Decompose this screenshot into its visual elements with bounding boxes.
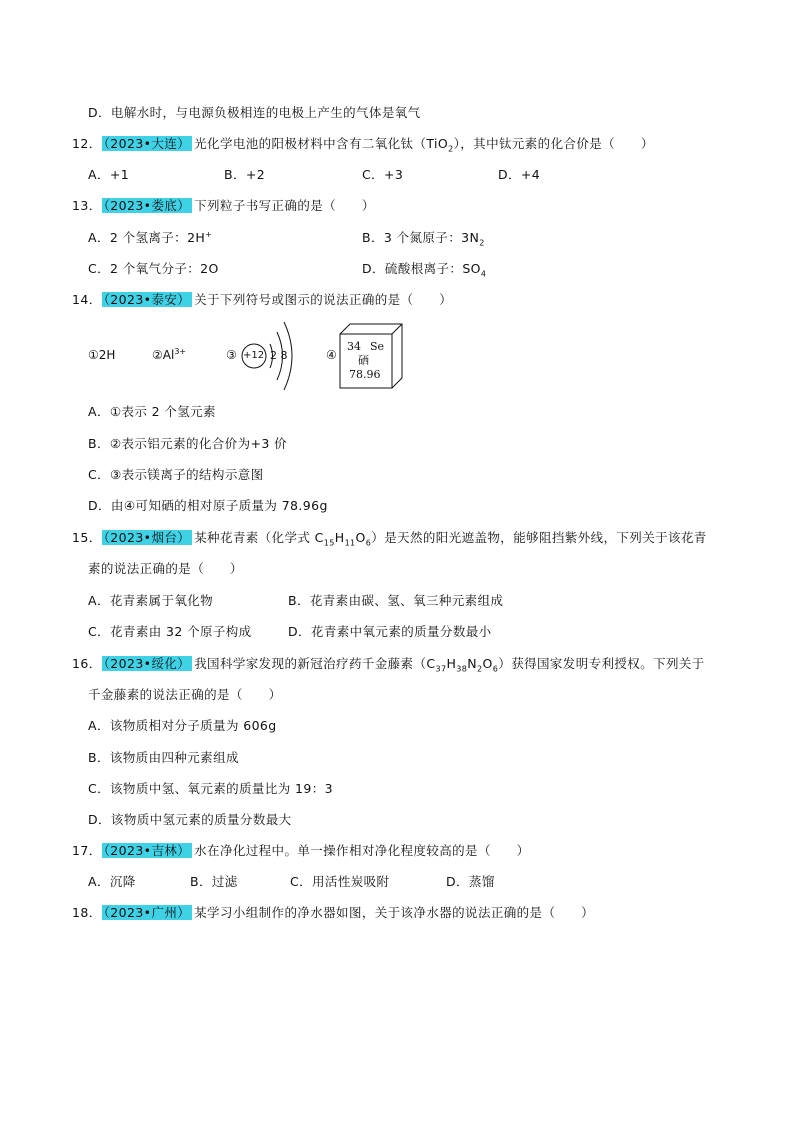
stem-text: 某学习小组制作的净水器如图，关于该净水器的说法正确的是（ ） — [194, 905, 595, 920]
question-15-stem-continued: 素的说法正确的是（ ） — [88, 561, 243, 576]
q15-option-d: D．花青素中氧元素的质量分数最小 — [288, 624, 492, 639]
q16-option-c: C．该物质中氢、氧元素的质量比为 19：3 — [88, 781, 333, 796]
figure-1-label: ①2H — [88, 348, 116, 362]
q11-option-d: D．电解水时，与电源负极相连的电极上产生的气体是氧气 — [88, 105, 421, 120]
figure-3-label: ③ — [226, 348, 237, 362]
source-tag: （2023•娄底） — [103, 198, 191, 213]
q17-option-d: D．蒸馏 — [446, 874, 495, 889]
question-number: 13． — [72, 198, 102, 213]
q14-option-c: C．③表示镁离子的结构示意图 — [88, 467, 264, 482]
q14-option-b: B．②表示铝元素的化合价为+3 价 — [88, 436, 287, 451]
question-number: 18． — [72, 905, 102, 920]
source-tag: （2023•烟台） — [103, 530, 191, 545]
question-number: 15． — [72, 530, 102, 545]
stem-text: 某种花青素（化学式 C — [194, 530, 324, 545]
question-number: 12． — [72, 136, 102, 151]
question-16-stem — [72, 656, 705, 672]
q15-option-a: A．花青素属于氧化物 — [88, 593, 214, 608]
q17-option-b: B．过滤 — [190, 874, 238, 889]
q13-option-c: C．2 个氧气分子：2O — [88, 261, 219, 276]
stem-text: 关于下列符号或图示的说法正确的是（ ） — [194, 292, 453, 307]
figure-2-text: ②Al — [152, 348, 175, 362]
q15-option-b: B．花青素由碳、氢、氧三种元素组成 — [288, 593, 504, 608]
question-16-stem-continued: 千金藤素的说法正确的是（ ） — [88, 687, 282, 702]
element-name: 硒 — [358, 354, 369, 367]
figure-2-label — [152, 348, 186, 362]
formula-element: O — [482, 656, 493, 671]
source-tag: （2023•绥化） — [103, 656, 191, 671]
question-number: 16． — [72, 656, 102, 671]
subscript: 6 — [492, 664, 499, 674]
element-symbol: Se — [370, 340, 385, 353]
superscript: + — [205, 229, 213, 239]
stem-text: ）获得国家发明专利授权。下列关于 — [498, 656, 705, 671]
q14-option-d: D．由④可知硒的相对原子质量为 78.96g — [88, 498, 328, 513]
q12-option-c: C．+3 — [362, 167, 404, 182]
q12-option-b: B．+2 — [224, 167, 266, 182]
option-text: D．硫酸根离子：SO — [362, 261, 481, 276]
question-15-stem — [72, 530, 707, 546]
source-tag: （2023•泰安） — [103, 292, 191, 307]
q16-option-b: B．该物质由四种元素组成 — [88, 750, 239, 765]
superscript: 3+ — [174, 347, 187, 356]
subscript: 38 — [456, 664, 468, 674]
subscript: 6 — [365, 538, 372, 548]
figure-4-label: ④ — [326, 348, 337, 362]
q13-option-a — [88, 230, 212, 246]
q12-option-d: D．+4 — [498, 167, 541, 182]
subscript: 2 — [477, 664, 483, 674]
formula-element: O — [355, 530, 366, 545]
source-tag: （2023•广州） — [103, 905, 191, 920]
question-14-stem — [72, 292, 452, 308]
subscript: 15 — [323, 538, 335, 548]
stem-text: ）是天然的阳光遮盖物，能够阻挡紫外线，下列关于该花青 — [371, 530, 707, 545]
subscript: 11 — [344, 538, 356, 548]
atomic-mass: 78.96 — [349, 368, 381, 381]
q17-option-c: C．用活性炭吸附 — [290, 874, 390, 889]
nucleus-charge: +12 — [243, 350, 265, 361]
q12-option-a: A．+1 — [88, 167, 130, 182]
subscript: 2 — [448, 144, 454, 154]
q13-option-d — [362, 261, 486, 277]
q14-option-a: A．①表示 2 个氢元素 — [88, 404, 216, 419]
formula-element: H — [446, 656, 457, 671]
question-12-stem — [72, 136, 654, 152]
stem-text: ），其中钛元素的化合价是（ ） — [453, 136, 654, 151]
q16-option-a: A．该物质相对分子质量为 606g — [88, 718, 277, 733]
question-18-stem — [72, 905, 594, 921]
option-text: A．2 个氢离子：2H — [88, 230, 206, 245]
question-13-stem — [72, 198, 375, 214]
stem-text: 下列粒子书写正确的是（ ） — [194, 198, 375, 213]
subscript: 2 — [479, 238, 485, 248]
formula-element: H — [334, 530, 345, 545]
electron-counts: 2 8 — [270, 349, 288, 362]
question-17-stem — [72, 843, 530, 859]
q16-option-d: D．该物质中氢元素的质量分数最大 — [88, 812, 292, 827]
source-tag: （2023•大连） — [103, 136, 191, 151]
q15-option-c: C．花青素由 32 个原子构成 — [88, 624, 252, 639]
atomic-number: 34 — [347, 340, 361, 353]
question-number: 17． — [72, 843, 102, 858]
option-text: B．3 个氮原子：3N — [362, 230, 480, 245]
question-number: 14． — [72, 292, 102, 307]
q13-option-b — [362, 230, 485, 246]
stem-text: 我国科学家发现的新冠治疗药千金藤素（C — [194, 656, 436, 671]
stem-text: 光化学电池的阳极材料中含有二氧化钛（TiO — [194, 136, 449, 151]
q17-option-a: A．沉降 — [88, 874, 136, 889]
stem-text: 水在净化过程中。单一操作相对净化程度较高的是（ ） — [194, 843, 530, 858]
subscript: 37 — [435, 664, 447, 674]
formula-element: N — [467, 656, 478, 671]
source-tag: （2023•吉林） — [103, 843, 191, 858]
subscript: 4 — [480, 269, 487, 279]
